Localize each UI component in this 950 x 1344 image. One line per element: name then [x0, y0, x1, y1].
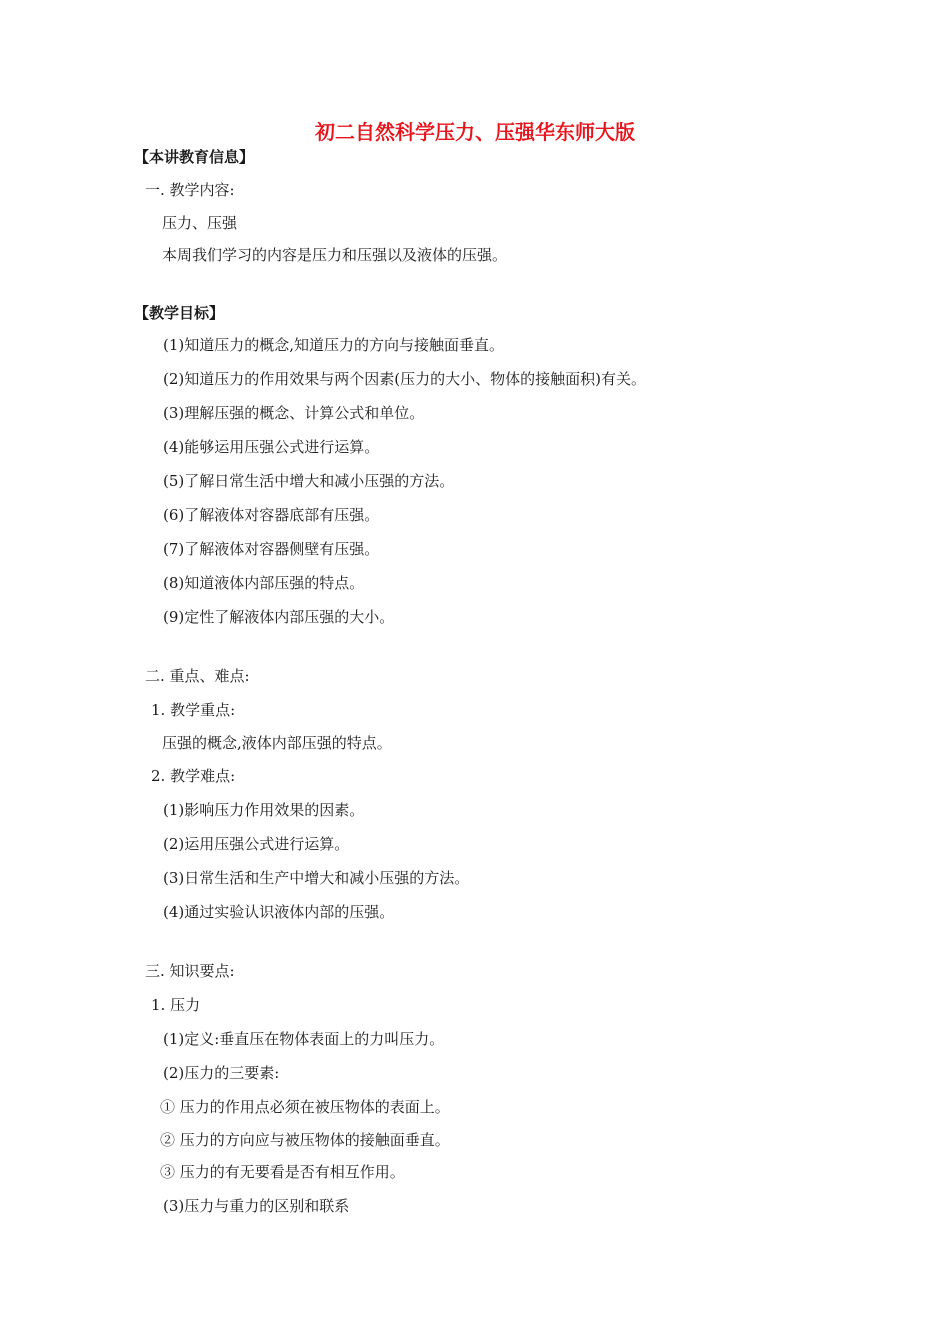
objective-item: (9)定性了解液体内部压强的大小。 — [163, 608, 395, 626]
document-title: 初二自然科学压力、压强华东师大版 — [315, 120, 635, 144]
element-item: ③ 压力的有无要看是否有相互作用。 — [160, 1163, 405, 1181]
key-points-text: 压强的概念,液体内部压强的特点。 — [162, 734, 392, 752]
pressure-gravity-difference: (3)压力与重力的区别和联系 — [163, 1197, 350, 1215]
section1-topic: 压力、压强 — [162, 214, 238, 232]
objective-item: (8)知道液体内部压强的特点。 — [163, 574, 365, 592]
difficult-points-heading: 2. 教学难点: — [151, 767, 236, 785]
difficult-item: (1)影响压力作用效果的因素。 — [163, 801, 365, 819]
objectives-heading: 【教学目标】 — [134, 304, 225, 322]
pressure-definition: (1)定义:垂直压在物体表面上的力叫压力。 — [163, 1030, 445, 1048]
objective-item: (5)了解日常生活中增大和减小压强的方法。 — [163, 472, 455, 490]
element-item: ① 压力的作用点必须在被压物体的表面上。 — [160, 1098, 450, 1116]
three-elements-heading: (2)压力的三要素: — [163, 1064, 280, 1082]
difficult-item: (3)日常生活和生产中增大和减小压强的方法。 — [163, 869, 470, 887]
objective-item: (2)知道压力的作用效果与两个因素(压力的大小、物体的接触面积)有关。 — [163, 370, 646, 388]
objective-item: (3)理解压强的概念、计算公式和单位。 — [163, 404, 425, 422]
objective-item: (7)了解液体对容器侧壁有压强。 — [163, 540, 380, 558]
section2-heading: 二. 重点、难点: — [145, 667, 250, 685]
difficult-item: (2)运用压强公式进行运算。 — [163, 835, 350, 853]
section1-heading: 一. 教学内容: — [145, 181, 235, 199]
objective-item: (1)知道压力的概念,知道压力的方向与接触面垂直。 — [163, 336, 505, 354]
difficult-item: (4)通过实验认识液体内部的压强。 — [163, 903, 395, 921]
objective-item: (4)能够运用压强公式进行运算。 — [163, 438, 380, 456]
objective-item: (6)了解液体对容器底部有压强。 — [163, 506, 380, 524]
pressure-heading: 1. 压力 — [151, 996, 201, 1014]
element-item: ② 压力的方向应与被压物体的接触面垂直。 — [160, 1131, 450, 1149]
section3-heading: 三. 知识要点: — [145, 962, 235, 980]
section1-summary: 本周我们学习的内容是压力和压强以及液体的压强。 — [162, 246, 508, 264]
key-points-heading: 1. 教学重点: — [151, 701, 236, 719]
info-heading: 【本讲教育信息】 — [134, 148, 255, 166]
